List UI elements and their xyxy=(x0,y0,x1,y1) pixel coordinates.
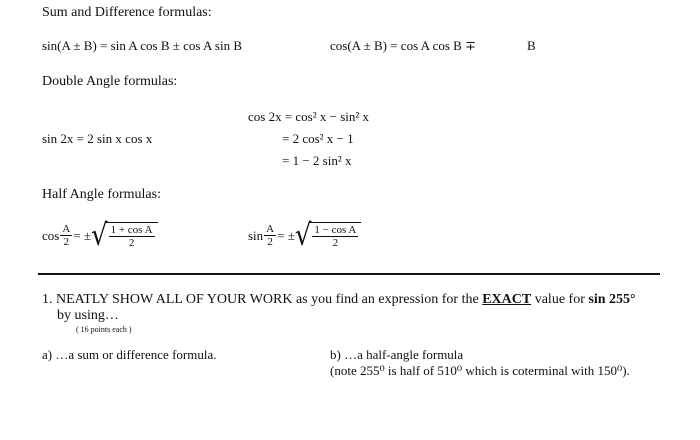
section-divider xyxy=(38,273,660,275)
half-sin-plus-minus: = ± xyxy=(277,227,295,243)
half-cos-angle-fraction xyxy=(60,223,72,248)
sqrt-icon: √ xyxy=(91,218,108,253)
sin-sum-lhs: sin(A ± B) xyxy=(42,38,97,53)
formula-cos-double-angle-2: = 2 cos² x − 1 xyxy=(282,131,354,146)
formula-sin-half-angle xyxy=(248,218,361,253)
half-sin-angle-num: A xyxy=(266,223,275,235)
problem-exact: EXACT xyxy=(482,292,532,307)
formula-cos-double-angle-3: = 1 − 2 sin² x xyxy=(282,153,352,168)
half-cos-prefix: cos xyxy=(42,227,60,243)
half-cos-angle-den: 2 xyxy=(63,236,70,248)
problem-text-after: value for xyxy=(534,292,585,307)
formula-sin-sum-difference xyxy=(42,38,242,54)
problem-part-a: a) …a sum or difference formula. xyxy=(42,347,217,362)
problem-number: 1. xyxy=(42,292,53,307)
problem-part-b: b) …a half-angle formula xyxy=(330,347,464,362)
problem-line-2: by using… xyxy=(57,308,119,323)
formula-cos-half-angle xyxy=(42,218,158,253)
problem-1-statement xyxy=(42,292,636,308)
problem-part-b-note: (note 255⁰ is half of 510⁰ which is coterminal with 150⁰). xyxy=(330,363,630,378)
problem-target: sin 255° xyxy=(588,292,636,307)
half-sin-radical-den: 2 xyxy=(332,237,339,249)
formula-cos-double-angle-1: cos 2x = cos² x − sin² x xyxy=(248,109,370,124)
cos-sum-rhs: = cos A cos B ∓ xyxy=(390,38,476,53)
half-sin-angle-den: 2 xyxy=(267,236,273,248)
cos-sum-trailing-b: B xyxy=(527,38,536,53)
half-sin-radical xyxy=(294,218,362,253)
cos-sum-lhs: cos(A ± B) xyxy=(330,38,387,53)
half-cos-radical-num: 1 + cos A xyxy=(110,224,153,236)
half-sin-radical-num: 1 − cos A xyxy=(314,224,357,236)
half-sin-prefix: sin xyxy=(248,227,264,243)
half-cos-radical-den: 2 xyxy=(128,237,135,249)
formula-cos-sum-difference xyxy=(330,38,476,54)
problem-text-before: NEATLY SHOW ALL OF YOUR WORK as you find an expression for the xyxy=(56,292,479,307)
sin-sum-rhs: = sin A cos B ± cos A sin B xyxy=(100,38,243,53)
half-cos-angle-num: A xyxy=(62,223,71,235)
half-cos-radical xyxy=(91,218,158,253)
half-cos-plus-minus: = ± xyxy=(73,227,92,243)
sqrt-icon: √ xyxy=(294,218,312,253)
heading-double-angle: Double Angle formulas: xyxy=(42,74,178,89)
problem-points: ( 16 points each ) xyxy=(76,325,132,334)
heading-half-angle: Half Angle formulas: xyxy=(42,187,161,202)
half-sin-angle-fraction xyxy=(264,223,276,248)
heading-sum-difference: Sum and Difference formulas: xyxy=(42,5,212,20)
formula-sin-double-angle: sin 2x = 2 sin x cos x xyxy=(42,131,153,146)
